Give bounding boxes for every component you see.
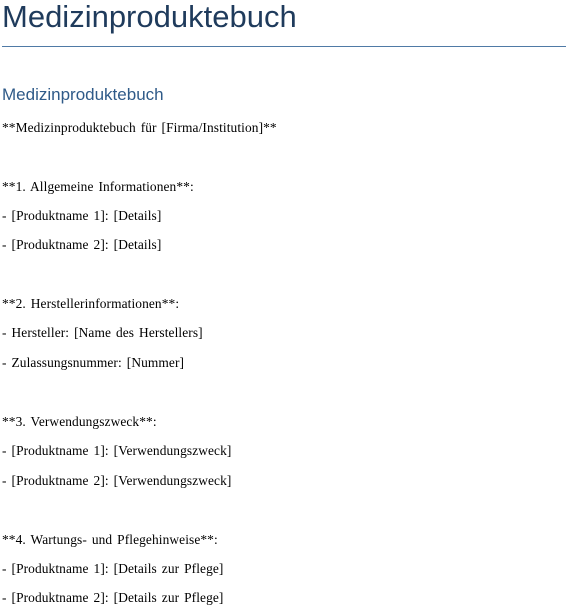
list-item: - Zulassungsnummer: [Nummer]	[2, 355, 185, 370]
section-3-heading: **3. Verwendungszweck**:	[2, 414, 157, 429]
list-item: - [Produktname 2]: [Details]	[2, 237, 162, 252]
list-item: - [Produktname 2]: [Details zur Pflege]	[2, 590, 224, 605]
list-item: - [Produktname 1]: [Details zur Pflege]	[2, 561, 224, 576]
section-2-heading: **2. Herstellerinformationen**:	[2, 296, 180, 311]
list-item: - [Produktname 1]: [Details]	[2, 208, 162, 223]
section-4-heading: **4. Wartungs- und Pflegehinweise**:	[2, 532, 218, 547]
document-title: Medizinproduktebuch	[2, 0, 297, 34]
section-1-heading: **1. Allgemeine Informationen**:	[2, 179, 194, 194]
list-item: - Hersteller: [Name des Herstellers]	[2, 325, 203, 340]
list-item: - [Produktname 2]: [Verwendungszweck]	[2, 473, 232, 488]
section-heading: Medizinproduktebuch	[2, 85, 164, 104]
intro-line: **Medizinproduktebuch für [Firma/Institution]**	[2, 120, 277, 135]
title-divider	[2, 46, 566, 47]
list-item: - [Produktname 1]: [Verwendungszweck]	[2, 443, 232, 458]
